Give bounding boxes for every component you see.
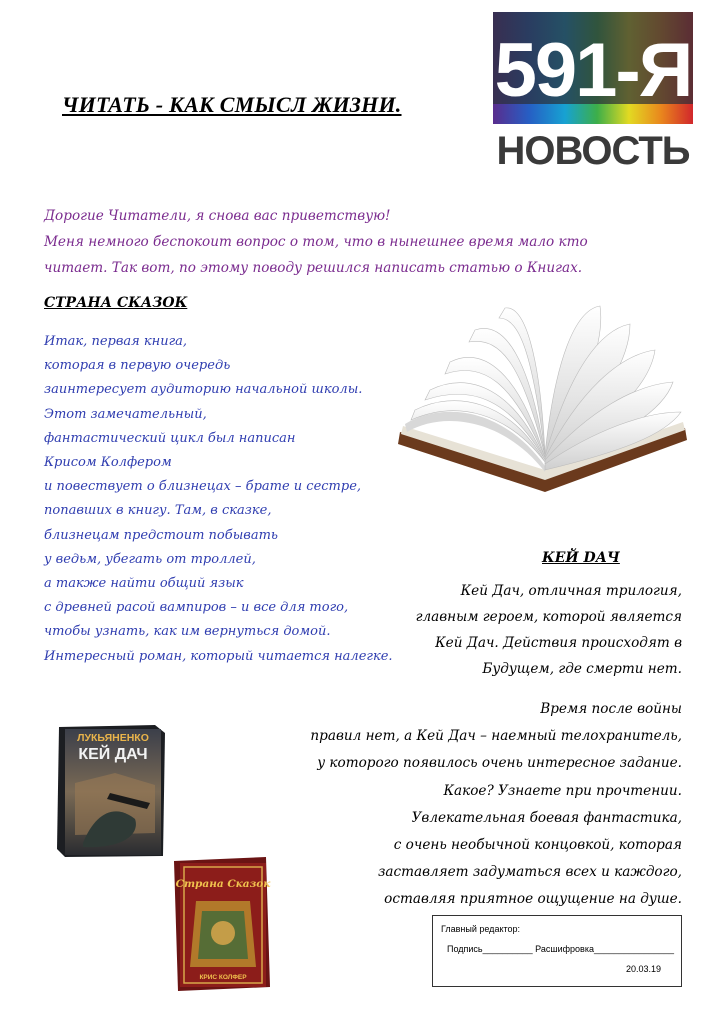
cover1-title: КЕЙ ДАЧ <box>78 746 148 763</box>
text-line: Кей Дач. Действия происходят в <box>435 635 682 651</box>
text-line: близнецам предстоит побывать <box>44 527 278 543</box>
open-book-icon <box>395 300 690 505</box>
text-line: с древней расой вампиров – и все для того, <box>44 600 349 616</box>
section-heading-key-dach: КЕЙ DАЧ <box>542 550 620 566</box>
text-line: Какое? Узнаете при прочтении. <box>443 782 682 799</box>
signature-date: 20.03.19 <box>625 964 661 974</box>
section-strana-skazok-text <box>44 330 393 669</box>
text-line: а также найти общий язык <box>44 576 244 592</box>
text-line: заинтересует аудиторию начальной школы. <box>44 382 363 398</box>
intro-paragraph <box>44 203 684 281</box>
section-key-dach-text <box>416 578 682 682</box>
text-line: Крисом Колфером <box>44 455 172 471</box>
editor-signature-box <box>432 915 682 987</box>
section-key-dach-text-continued <box>310 696 682 914</box>
logo-bottom-text: НОВОСТЬ <box>496 129 690 168</box>
text-line: попавших в книгу. Там, в сказке, <box>44 503 272 519</box>
book-cover-key-dach <box>55 723 167 858</box>
text-line: Интересный роман, который читается налегке. <box>44 648 393 664</box>
text-line: у ведьм, убегать от троллей, <box>44 551 256 567</box>
text-line: и повествует о близнецах – брате и сестре, <box>44 479 362 495</box>
text-line: оставляя приятное ощущение на душе. <box>384 891 682 908</box>
cover1-author: ЛУКЬЯНЕНКО <box>77 732 149 744</box>
editor-label: Главный редактор: <box>441 924 521 934</box>
text-line: с очень необычной концовкой, которая <box>393 837 682 854</box>
text-line: Кей Дач, отличная трилогия, <box>460 583 682 599</box>
text-line: чтобы узнать, как им вернуться домой. <box>44 624 331 640</box>
text-line: фантастический цикл был написан <box>44 430 296 446</box>
book-cover-strana-skazok <box>172 855 272 993</box>
text-line: Итак, первая книга, <box>44 334 188 349</box>
cover2-title: Страна Сказок <box>175 878 271 890</box>
text-line: Увлекательная боевая фантастика, <box>411 809 682 826</box>
text-line: которая в первую очередь <box>44 358 231 374</box>
intro-line: читает. Так вот, по этому поводу решился написать статью о Книгах. <box>44 260 583 276</box>
cover2-author: КРИС КОЛФЕР <box>199 974 247 981</box>
signature-line: Подпись__________ Расшифровка________________ <box>447 944 675 954</box>
text-line: Этот замечательный, <box>44 406 207 422</box>
logo-top-text: 591-Я <box>494 28 692 113</box>
text-line: у которого появилось очень интересное задание. <box>317 755 682 772</box>
text-line: заставляет задуматься всех и каждого, <box>377 864 682 881</box>
intro-line: Дорогие Читатели, я снова вас приветствую! <box>44 208 391 224</box>
text-line: Будущем, где смерти нет. <box>482 661 682 677</box>
newspaper-logo <box>493 12 693 168</box>
section-heading-strana-skazok: СТРАНА СКАЗОК <box>44 295 188 311</box>
intro-line: Меня немного беспокоит вопрос о том, что в нынешнее время мало кто <box>44 234 588 250</box>
page-title: ЧИТАТЬ - КАК СМЫСЛ ЖИЗНИ. <box>62 92 402 117</box>
text-line: правил нет, а Кей Дач – наемный телохранитель, <box>310 728 682 745</box>
text-line: главным героем, которой является <box>415 609 682 625</box>
text-line: Время после войны <box>540 701 682 717</box>
